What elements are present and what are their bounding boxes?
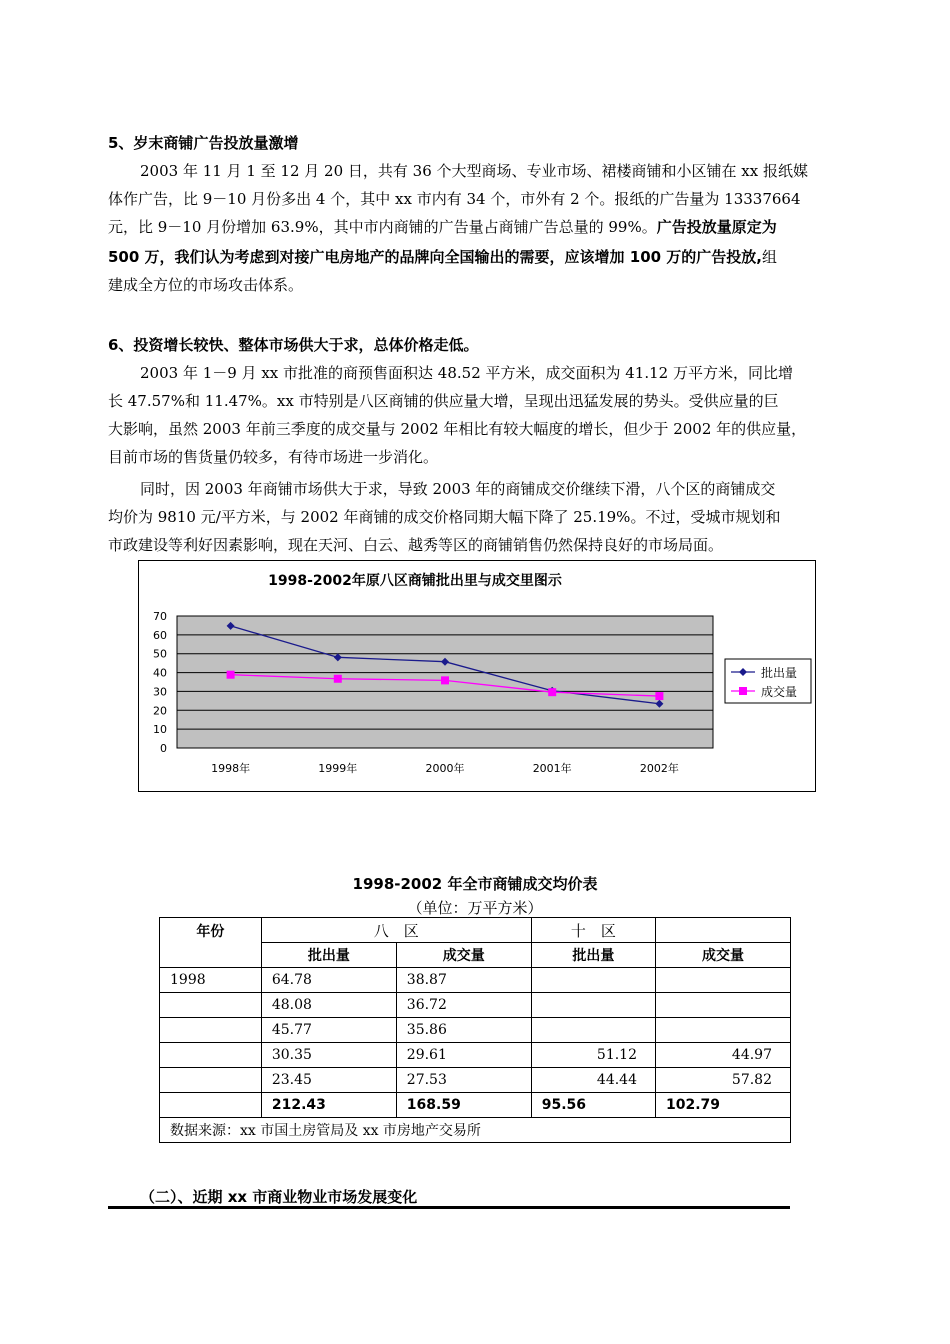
header-eight-traded: 成交量 <box>396 943 531 968</box>
table-cell: 51.12 <box>531 1043 655 1068</box>
y-tick-label: 0 <box>160 742 167 755</box>
y-tick-label: 60 <box>153 628 167 642</box>
x-tick-label: 1999年 <box>318 762 358 775</box>
table-cell: 23.45 <box>261 1068 396 1093</box>
table-cell <box>531 968 655 993</box>
total-cell: 102.79 <box>656 1093 791 1118</box>
header-year: 年份 <box>160 918 262 968</box>
y-tick-label: 50 <box>153 647 167 661</box>
table-row <box>160 1068 791 1093</box>
line-chart <box>138 560 816 792</box>
section-6-p2-line-3: 市政建设等利好因素影响，现在天河、白云、越秀等区的商铺销售仍然保持良好的市场局面。 <box>108 536 724 554</box>
table-unit: （单位：万平方米） <box>407 899 543 917</box>
table-cell: 44.44 <box>531 1068 655 1093</box>
data-point <box>334 675 342 683</box>
table-cell: 38.87 <box>396 968 531 993</box>
table-row <box>160 1018 791 1043</box>
table-cell: 27.53 <box>396 1068 531 1093</box>
legend-label: 批出量 <box>761 666 798 680</box>
data-point <box>441 676 449 684</box>
table-title: 1998-2002 年全市商铺成交均价表 <box>352 875 598 893</box>
chart-svg <box>139 561 815 791</box>
section-5-line-3 <box>108 216 777 237</box>
table-cell <box>656 968 791 993</box>
total-cell: 95.56 <box>531 1093 655 1118</box>
table-cell <box>656 1018 791 1043</box>
table-cell: 35.86 <box>396 1018 531 1043</box>
header-ten-approved: 批出量 <box>531 943 655 968</box>
table-source: 数据来源：xx 市国土房管局及 xx 市房地产交易所 <box>160 1118 791 1143</box>
x-tick-label: 2002年 <box>639 762 679 775</box>
section-6-p2-line-2: 均价为 9810 元/平方米，与 2002 年商铺的成交价格同期大幅下降了 25.19%。不过，受城市规划和 <box>108 508 781 526</box>
table-cell <box>160 993 262 1018</box>
section-5-line-5: 建成全方位的市场攻击体系。 <box>108 276 304 294</box>
y-tick-label: 10 <box>153 723 167 737</box>
x-tick-label: 2001年 <box>532 762 572 775</box>
data-point <box>655 692 663 700</box>
x-tick-label: 2000年 <box>425 762 465 775</box>
section-6-p2-line-1: 同时，因 2003 年商铺市场供大于求，导致 2003 年的商铺成交价继续下滑，八个区的商铺成交 <box>140 480 776 498</box>
section-6-p1-line-4: 目前市场的售货量仍较多，有待市场进一步消化。 <box>108 448 439 466</box>
total-cell <box>160 1093 262 1118</box>
header-group-empty <box>656 918 791 943</box>
table-total-row <box>160 1093 791 1118</box>
table-cell <box>656 993 791 1018</box>
y-tick-label: 70 <box>153 610 167 623</box>
section-6-p1-line-2: 长 47.57%和 11.47%。xx 市特别是八区商铺的供应量大增，呈现出迅猛发展的势头。受供应量的巨 <box>108 392 779 410</box>
section-5-heading: 5、岁末商铺广告投放量激增 <box>108 134 299 152</box>
table-cell: 36.72 <box>396 993 531 1018</box>
section-5-line-2: 体作广告，比 9－10 月份多出 4 个，其中 xx 市内有 34 个，市外有 2 个。报纸的广告量为 13337664 <box>108 190 801 208</box>
section-6-p1-line-1: 2003 年 1－9 月 xx 市批准的商预售面积达 48.52 平方米，成交面积为 41.12 万平方米，同比增 <box>140 364 793 382</box>
total-cell: 212.43 <box>261 1093 396 1118</box>
table-cell: 48.08 <box>261 993 396 1018</box>
total-cell: 168.59 <box>396 1093 531 1118</box>
chart-title: 1998-2002年原八区商铺批出里与成交里图示 <box>268 573 562 589</box>
y-tick-label: 20 <box>153 704 167 718</box>
table-header-row-1 <box>160 918 791 943</box>
section-divider <box>108 1206 790 1209</box>
y-tick-label: 40 <box>153 666 167 680</box>
section-5-bold-line: 500 万，我们认为考虑到对接广电房地产的品牌向全国输出的需要，应该增加 100 万的广告投放, <box>108 248 762 266</box>
section-6-heading: 6、投资增长较快、整体市场供大于求，总体价格走低。 <box>108 336 479 354</box>
header-group-eight: 八 区 <box>261 918 531 943</box>
table-cell <box>531 1018 655 1043</box>
table-cell: 30.35 <box>261 1043 396 1068</box>
table-source-row <box>160 1118 791 1143</box>
table-row <box>160 968 791 993</box>
table-cell: 64.78 <box>261 968 396 993</box>
section-6-p1-line-3: 大影响，虽然 2003 年前三季度的成交量与 2002 年相比有较大幅度的增长，但少于 2002 年的供应量， <box>108 420 807 438</box>
table-cell <box>160 1018 262 1043</box>
table-cell <box>160 1068 262 1093</box>
section-5-line-1: 2003 年 11 月 1 至 12 月 20 日，共有 36 个大型商场、专业市场、裙楼商铺和小区铺在 xx 报纸媒 <box>140 162 808 180</box>
x-tick-label: 1998年 <box>211 762 251 775</box>
data-point <box>227 671 235 679</box>
next-section-heading: （二）、近期 xx 市商业物业市场发展变化 <box>140 1188 418 1206</box>
header-group-ten: 十 区 <box>531 918 655 943</box>
table-cell: 45.77 <box>261 1018 396 1043</box>
table-cell <box>531 993 655 1018</box>
table-cell <box>160 1043 262 1068</box>
legend-marker <box>739 687 747 695</box>
legend-label: 成交量 <box>761 685 798 699</box>
table-row <box>160 1043 791 1068</box>
table-row <box>160 993 791 1018</box>
y-tick-label: 30 <box>153 685 167 699</box>
section-5-line-4 <box>108 246 777 267</box>
data-point <box>548 688 556 696</box>
table-cell: 29.61 <box>396 1043 531 1068</box>
table-cell: 57.82 <box>656 1068 791 1093</box>
table-cell: 1998 <box>160 968 262 993</box>
section-5-bold-tail: 广告投放量原定为 <box>656 218 777 236</box>
header-eight-approved: 批出量 <box>261 943 396 968</box>
price-table <box>159 917 791 1143</box>
header-ten-traded: 成交量 <box>656 943 791 968</box>
section-5-line-4-tail: 组 <box>762 248 778 266</box>
table-cell: 44.97 <box>656 1043 791 1068</box>
section-5-line-3-text: 元，比 9－10 月份增加 63.9%，其中市内商铺的广告量占商铺广告总量的 99%。 <box>108 218 657 236</box>
